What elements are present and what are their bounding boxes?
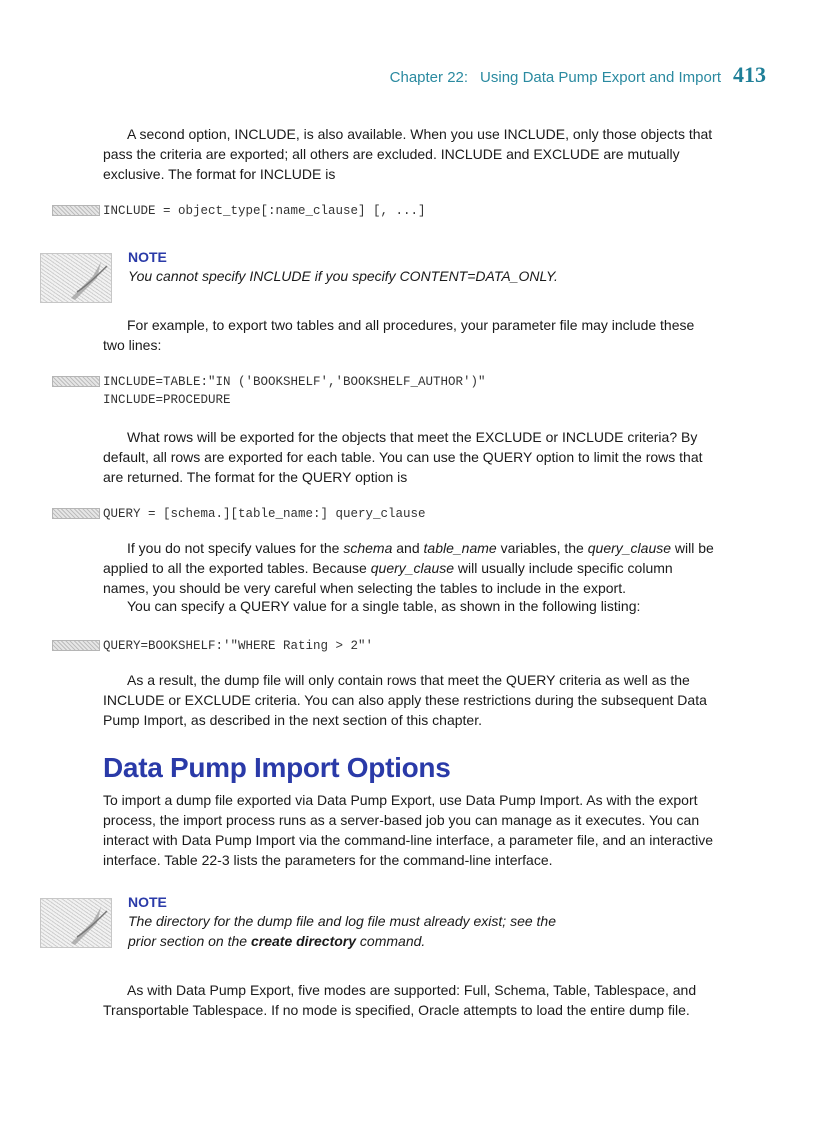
note-label: NOTE	[128, 249, 167, 265]
paragraph-import-intro	[103, 790, 715, 870]
bold-term: create directory	[250, 933, 357, 949]
running-header	[390, 62, 766, 88]
code-marker-icon	[52, 508, 100, 519]
code-line: INCLUDE=TABLE:"IN ('BOOKSHELF','BOOKSHELF_AUTHOR')"	[103, 375, 486, 389]
note-content-data-only	[128, 248, 688, 286]
paragraph-text: For example, to export two tables and all procedures, your parameter file may include these two lines:	[103, 317, 695, 353]
code-include-format: INCLUDE = object_type[:name_clause] [, ...]	[103, 204, 426, 218]
page-number: 413	[733, 62, 766, 87]
note-label: NOTE	[128, 894, 167, 910]
note-directory	[128, 893, 688, 951]
code-include-example	[103, 373, 486, 409]
paragraph-modes	[103, 980, 715, 1020]
paragraph-text: As a result, the dump file will only contain rows that meet the QUERY criteria as well as the INCLUDE or EXCLUDE criteria. You can also apply these restrictions during the subsequent Data Pump Import, as described in the next section of this chapter.	[103, 672, 707, 728]
paragraph-include-intro	[103, 124, 715, 184]
text-run: will usually include specific column names, you should be very careful when selecting the tables to include in the export.	[103, 560, 673, 596]
section-heading: Data Pump Import Options	[103, 752, 451, 783]
note-text: You cannot specify INCLUDE if you specify CONTENT=DATA_ONLY.	[128, 268, 558, 284]
code-query-format: QUERY = [schema.][table_name:] query_clause	[103, 507, 426, 521]
paragraph-text: What rows will be exported for the objects that meet the EXCLUDE or INCLUDE criteria? By default, all rows are exported for each table. You can use the QUERY option to limit the rows that are returned. The format for the QUERY option is	[103, 429, 703, 485]
text-run: If you do not specify values for the	[127, 540, 344, 556]
text-run: will be applied to all the exported tables. Because	[103, 540, 714, 576]
paragraph-result	[103, 670, 715, 730]
note-pen-icon	[40, 898, 112, 948]
paragraph-text: To import a dump file exported via Data Pump Export, use Data Pump Import. As with the export process, the import process runs as a server-based job you can manage as it executes. You can interact with Data Pump Import via the command-line interface, a parameter file, and an interactive interface. Table 22-3 lists the parameters for the command-line interface.	[103, 792, 714, 868]
code-marker-icon	[52, 205, 100, 216]
paragraph-text: A second option, INCLUDE, is also available. When you use INCLUDE, only those objects that pass the criteria are exported; all others are excluded. INCLUDE and EXCLUDE are mutually exclusive. The format for INCLUDE is	[103, 126, 713, 182]
italic-term: query_clause	[370, 560, 455, 576]
note-text-line	[128, 931, 688, 951]
code-query-example: QUERY=BOOKSHELF:'"WHERE Rating > 2"'	[103, 639, 374, 653]
code-line: INCLUDE=PROCEDURE	[103, 393, 231, 407]
text-run: and	[392, 540, 424, 556]
header-chapter: Chapter 22:	[389, 69, 469, 86]
italic-term: schema	[343, 540, 393, 556]
paragraph-single-table	[103, 596, 715, 616]
paragraph-query-intro	[103, 427, 715, 487]
paragraph-example	[103, 315, 715, 355]
text-run: variables, the	[496, 540, 588, 556]
italic-term: table_name	[423, 540, 497, 556]
paragraph-query-detail	[103, 538, 715, 598]
header-title: Using Data Pump Export and Import	[480, 69, 721, 86]
italic-term: query_clause	[587, 540, 672, 556]
paragraph-text: As with Data Pump Export, five modes are supported: Full, Schema, Table, Tablespace, and Transportable Tablespace. If no mode is specified, Oracle attempts to load the entire dump file.	[103, 982, 697, 1018]
text-run: command.	[356, 933, 426, 949]
code-marker-icon	[52, 376, 100, 387]
paragraph-text: You can specify a QUERY value for a single table, as shown in the following listing:	[127, 598, 641, 614]
code-marker-icon	[52, 640, 100, 651]
text-run: prior section on the	[128, 933, 251, 949]
note-text-line: The directory for the dump file and log file must already exist; see the	[128, 913, 556, 929]
note-pen-icon	[40, 253, 112, 303]
